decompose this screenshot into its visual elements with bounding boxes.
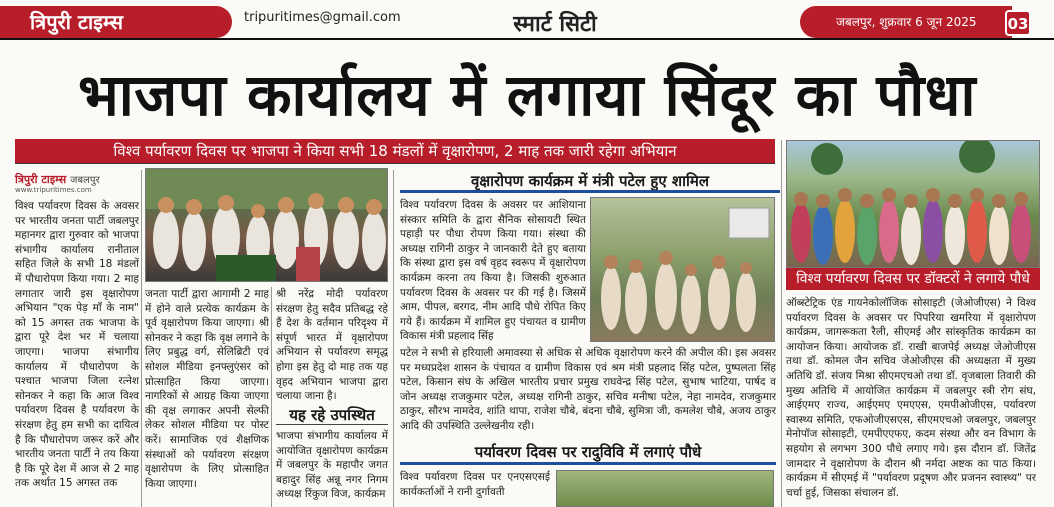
bjp-plantation-photo (145, 168, 388, 282)
story1-column-1: विश्व पर्यावरण दिवस के अवसर पर भारतीय जनता पार्टी जबलपुर महानगर द्वारा गुरुवार को भाजपा संभागीय कार्यालय रानीताल सहित जिले के सभी 18 मंडलों में पौधारोपण किया गया। 2 माह लगातार जारी इस वृक्षारोपण अभियान "एक पेड़ माँ के नाम" को 15 अगस्त तक भाजपा के द्वारा पूरे देश भर में चलाया जाएगा। भाजपा संभागीय कार्यालय में पौधारोपण के पश्चात भाजपा जिला रत्नेश सोनकर ने कहा कि आज विश्व पर्यावरण दिवस है पर्यावरण के संरक्षण हेतु हम सभी का दायित्व है कि पौधारोपण जरूर करें और भारतीय जनता पार्टी ने तय किया है कि पूरे देश में आज से 2 माह तक अर्थात 15 अगस्त तक (15, 200, 139, 490)
people-illustration (591, 198, 775, 342)
story3-underline (400, 462, 776, 465)
column-divider (141, 170, 142, 507)
story4-text: ऑब्स्टेट्रिक एंड गायनेकोलॉजिक सोसाइटी (जेओजीएस) ने विश्व पर्यावरण दिवस के अवसर पर पिपरिया खमरिया में वृक्षारोपण कार्यक्रम, जागरूकता रैली, सीएमई और सांस्कृतिक कार्यक्रम का आयोजन किया। आयोजक डॉ. राखी बाजपेई अध्यक्ष जेओजीएस तथा डॉ. कोमल जैन सचिव जेओजीएस की अध्यक्षता में मुख्य अतिथि डॉ. संजय मिश्रा सीएमएचओ तथा डॉ. वृजबाला तिवारी की मुख्य अतिथि में आयोजित कार्यक्रम में जबलपुर स्त्री रोग संघ, आईएमए राज्य, आईएमए एमएएस, एमपीओजीएस, पर्यावरण स्वास्थ्य समिति, एफओजीएसएस, सीएमएचओ जबलपुर, जबलपुर मेनोपॉज सोसाइटी, एमपीएएफए, कदम संस्था और वन विभाग के सहयोग से लगभग 300 पौधे लगाए गये। इस दौरान डॉ. जितेंद्र जामदार ने वृक्षारोपण के दौरान श्री नर्मदा अष्टक का पाठ किया। कार्यक्रम में सीएमई में "पर्यावरण प्रदूषण और प्रजनन स्वास्थ्य" पर चर्चा हुई, जिसका संचालन डॉ. (786, 297, 1036, 499)
story1-column-2: जनता पार्टी द्वारा आगामी 2 माह में होने वाले प्रत्येक कार्यक्रम के पूर्व वृक्षारोपण किया जाएगा। श्री सोनकर ने कहा कि वृक्ष लगाने के लिए प्रबुद्ध वर्ग, सेलिब्रिटी एवं सोशल मीडिया इनफ्लुएंसर को प्रोत्साहित किया जाएगा। नागरिकों से आग्रह किया जाएगा की वृक्ष लगाकर अपनी सेल्फी लेकर सोशल मीडिया पर पोस्ट करें। सामाजिक एवं शैक्षणिक संस्थाओं को पर्यावरण संरक्षण वृक्षारोपण के लिए प्रोत्साहित किया जाएगा। (145, 288, 269, 490)
newspaper-brand: त्रिपुरी टाइम्स (0, 6, 232, 38)
story-subhead: विश्व पर्यावरण दिवस पर भाजपा ने किया सभी 18 मंडलों में वृक्षारोपण, 2 माह तक जारी रहेगा अभियान (15, 139, 775, 163)
main-headline: भाजपा कार्यालय में लगाया सिंदूर का पौधा (78, 61, 976, 129)
column-divider (781, 140, 782, 507)
story3-heading: पर्यावरण दिवस पर रादुविवि में लगाएं पौधे (474, 443, 702, 461)
masthead-rule (0, 38, 1054, 40)
people-illustration (787, 141, 1040, 268)
subhead-rule (15, 163, 775, 164)
present-rule (276, 424, 388, 425)
story1-column-3: श्री नरेंद्र मोदी पर्यावरण संरक्षण हेतु सदैव प्रतिबद्ध रहे हैं देश के वर्तमान परिदृश्य में संपूर्ण भारत में वृक्षारोपण अभियान से पर्यावरण समृद्ध होगा इस हेतु दो माह तक यह वृहद अभियान भाजपा द्वारा चलाया जाना है। (276, 288, 388, 403)
logo-url: www.tripuritimes.com (15, 186, 92, 194)
story3-text: विश्व पर्यावरण दिवस पर एनएसएसई कार्यकर्ताओं ने रानी दुर्गावती (400, 471, 550, 498)
story2-column-1: विश्व पर्यावरण दिवस के अवसर पर आशियाना संस्कार समिति के द्वारा सैनिक सोसायटी स्थित पहाड़ी पर पौधा रोपण किया गया। संस्था की अध्यक्ष रागिनी ठाकुर ने जानकारी देते हुए बताया कि संस्था द्वारा इस वर्ष वृहद स्वरूप में वृक्षारोपण कार्यक्रम करना तय किया है। जिसकी शुरुआत पर्यावरण दिवस के अवसर पर की गई है। जिसमें आम, पीपल, बरगद, नीम आदि पौधे रोपित किए गये हैं। कार्यक्रम में शामिल हुए पंचायत व ग्रामीण विकास मंत्री प्रहलाद सिंह (400, 199, 586, 343)
present-text: भाजपा संभागीय कार्यालय में आयोजित वृक्षारोपण कार्यक्रम में जबलपुर के महापौर जगत बहादुर सिंह अन्नू नगर निगम अध्यक्ष रिंकुज विज, कार्यक्रम (276, 430, 388, 501)
story2-full-text: पटेल ने सभी से हरियाली अमावस्या से अधिक से अधिक वृक्षारोपण करने की अपील की। इस अवसर पर मध्यप्रदेश शासन के पंचायत व ग्रामीण विकास एवं श्रम मंत्री प्रहलाद सिंह पटेल, पुष्पलता सिंह पटेल, किसान संघ के अखिल भारतीय प्रचार प्रमुख राघवेन्द्र सिंह पटेल, सुभाष भाटिया, पार्षद व जोन अध्यक्ष राजकुमार पटेल, अध्यक्ष रागिनी ठाकुर, सचिव मनीषा पटेल, नेहा नामदेव, राजकुमार ठाकुर, सौरभ नामदेव, शांति थापा, राजेश चौबे, बंदना चौबे, सुमित्रा जी, कमलेश चौबे, अजय ठाकुर आदि की उपस्थिति उल्लेखनीय रही। (400, 347, 776, 432)
story4-heading: विश्व पर्यावरण दिवस पर डॉक्टरों ने लगाये पौधे (786, 268, 1040, 290)
university-plantation-photo (556, 470, 774, 507)
section-title: स्मार्ट सिटी (513, 12, 597, 37)
doctors-plantation-photo (786, 140, 1040, 268)
story2-underline (400, 190, 780, 193)
column-divider (271, 287, 272, 507)
minister-plantation-photo (590, 197, 775, 342)
logo-name: त्रिपुरी टाइम्स (15, 173, 67, 186)
column-divider (393, 170, 394, 507)
people-illustration (146, 169, 388, 282)
story2-heading: वृक्षारोपण कार्यक्रम में मंत्री पटेल हुए शामिल (470, 172, 710, 190)
page-number: 03 (1005, 10, 1031, 36)
dateline: जबलपुर, शुक्रवार 6 जून 2025 (800, 6, 1012, 38)
logo-city: जबलपुर (70, 175, 100, 186)
present-heading: यह रहे उपस्थित (289, 406, 375, 424)
contact-email: tripuritimes@gmail.com (244, 10, 401, 25)
